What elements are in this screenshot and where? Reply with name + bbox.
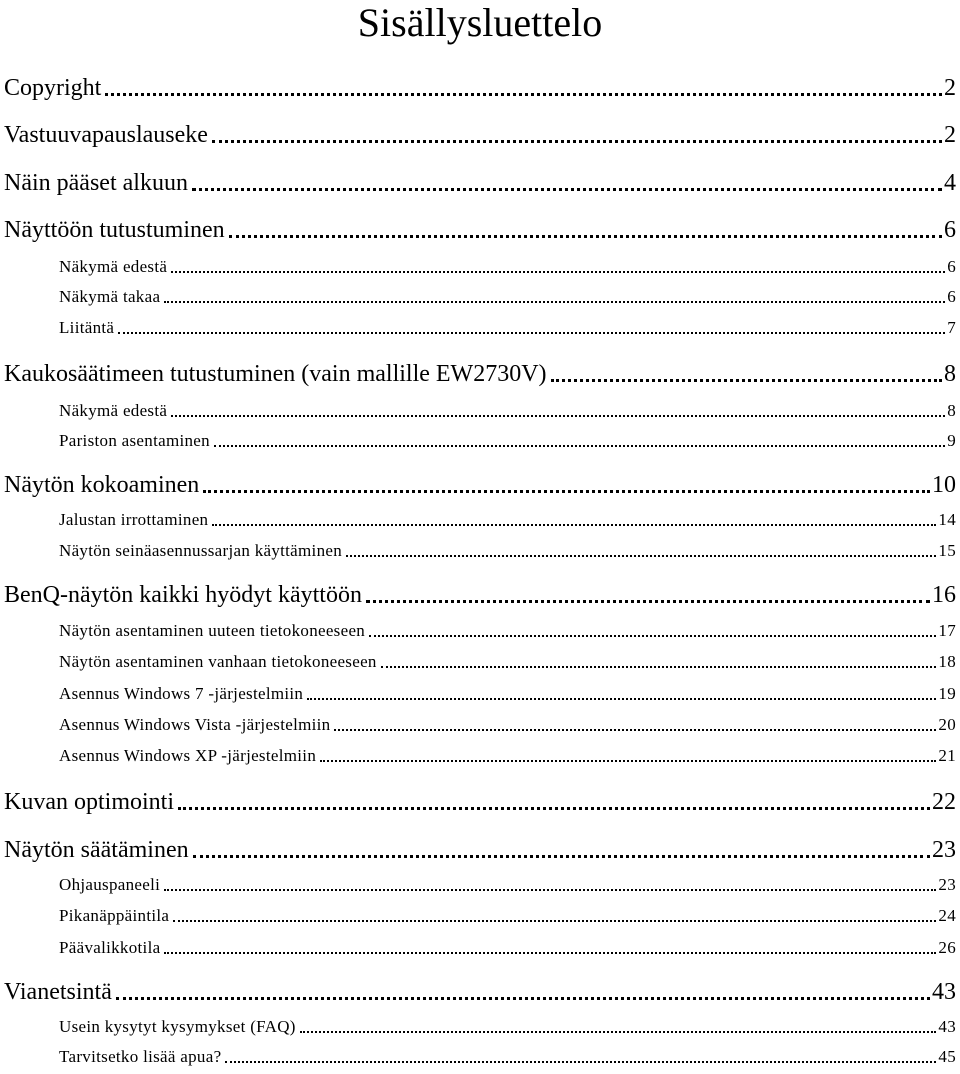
toc-entry[interactable] [4, 580, 956, 610]
toc-entry-label: Näytön säätäminen [4, 837, 189, 863]
toc-page-number: 23 [932, 837, 956, 863]
toc-entry-label: Ohjauspaneeli [59, 875, 161, 894]
toc-entry[interactable] [59, 317, 956, 339]
toc-entry-label: Kaukosäätimeen tutustuminen (vain mallille EW2730V) [4, 361, 547, 387]
toc-entry[interactable] [59, 286, 956, 308]
toc-entry[interactable] [59, 620, 956, 642]
toc-page-number: 21 [938, 746, 956, 765]
toc-page-number: 6 [947, 257, 956, 276]
toc-entry-label: Näin pääset alkuun [4, 170, 188, 196]
toc-entry-label: Asennus Windows XP -järjestelmiin [59, 746, 317, 765]
toc-entry[interactable] [59, 714, 956, 736]
toc-entry-label: Pariston asentaminen [59, 431, 210, 450]
toc-entry[interactable] [59, 745, 956, 767]
toc-entry-label: Kuvan optimointi [4, 789, 174, 815]
toc-page-number: 6 [947, 287, 956, 306]
toc-entry-label: Näyttöön tutustuminen [4, 217, 225, 243]
toc-page-number: 6 [944, 217, 956, 243]
toc-entry-label: Pikanäppäintila [59, 906, 170, 925]
toc-page-number: 18 [938, 652, 956, 671]
toc-page-number: 20 [938, 715, 956, 734]
toc-entry[interactable] [59, 509, 956, 531]
page-title: Sisällysluettelo [357, 0, 603, 45]
toc-page-number: 2 [944, 75, 956, 101]
toc-entry-label: Näkymä edestä [59, 401, 168, 420]
toc-entry[interactable] [59, 905, 956, 927]
toc-entry[interactable] [59, 430, 956, 452]
toc-entry[interactable] [4, 977, 956, 1007]
toc-entry[interactable] [59, 874, 956, 896]
toc-dot-leader [116, 977, 930, 1007]
toc-dot-leader [178, 787, 930, 817]
toc-entry-label: Näkymä takaa [59, 287, 161, 306]
toc-entry[interactable] [59, 1046, 956, 1068]
toc-page-number: 16 [932, 582, 956, 608]
toc-dot-leader [214, 430, 945, 452]
toc-dot-leader [171, 256, 945, 278]
toc-page-number: 9 [947, 431, 956, 450]
toc-entry[interactable] [59, 683, 956, 705]
toc-dot-leader [212, 120, 942, 150]
toc-dot-leader [366, 580, 930, 610]
toc-dot-leader [173, 905, 936, 927]
toc-dot-leader [369, 620, 936, 642]
toc-entry[interactable] [59, 540, 956, 562]
toc-dot-leader [192, 168, 942, 198]
toc-entry-label: Vianetsintä [4, 979, 112, 1005]
toc-page-number: 45 [938, 1047, 956, 1066]
toc-entry-label: Vastuuvapauslauseke [4, 122, 208, 148]
toc-page-number: 17 [938, 621, 956, 640]
toc-entry-label: Päävalikkotila [59, 938, 161, 957]
toc-entry-label: Näytön kokoaminen [4, 472, 200, 498]
toc-page-number: 22 [932, 789, 956, 815]
toc-dot-leader [164, 874, 936, 896]
toc-dot-leader [171, 400, 945, 422]
toc-entry[interactable] [59, 400, 956, 422]
toc-dot-leader [105, 73, 942, 103]
toc-dot-leader [225, 1046, 936, 1068]
toc-page-number: 8 [947, 401, 956, 420]
toc-entry-label: Näytön asentaminen vanhaan tietokoneeseen [59, 652, 377, 671]
toc-dot-leader [212, 509, 936, 531]
toc-dot-leader [551, 359, 942, 389]
toc-entry[interactable] [4, 787, 956, 817]
toc-entry-label: Jalustan irrottaminen [59, 510, 209, 529]
toc-entry[interactable] [4, 215, 956, 245]
toc-page-number: 26 [938, 938, 956, 957]
toc-entry-label: Usein kysytyt kysymykset (FAQ) [59, 1017, 296, 1036]
toc-page-number: 15 [938, 541, 956, 560]
toc-entry[interactable] [59, 1016, 956, 1038]
toc-page-number: 10 [932, 472, 956, 498]
toc-dot-leader [346, 540, 936, 562]
toc-entry[interactable] [59, 937, 956, 959]
toc-page-number: 23 [938, 875, 956, 894]
toc-entry[interactable] [59, 651, 956, 673]
toc-entry-label: Näkymä edestä [59, 257, 168, 276]
toc-entry[interactable] [4, 470, 956, 500]
toc-page-number: 2 [944, 122, 956, 148]
toc-entry[interactable] [4, 359, 956, 389]
toc-dot-leader [381, 651, 937, 673]
toc-entry-label: BenQ-näytön kaikki hyödyt käyttöön [4, 582, 362, 608]
toc-entry-label: Asennus Windows Vista -järjestelmiin [59, 715, 331, 734]
toc-dot-leader [229, 215, 942, 245]
toc-page-number: 7 [947, 318, 956, 337]
toc-dot-leader [193, 835, 930, 865]
toc-page-number: 24 [938, 906, 956, 925]
toc-page-number: 19 [938, 684, 956, 703]
toc-entry-label: Copyright [4, 75, 102, 101]
toc-page-number: 4 [944, 170, 956, 196]
toc-entry-label: Liitäntä [59, 318, 115, 337]
toc-dot-leader [320, 745, 936, 767]
toc-entry[interactable] [4, 835, 956, 865]
toc-dot-leader [164, 286, 945, 308]
toc-dot-leader [307, 683, 936, 705]
toc-entry[interactable] [4, 120, 956, 150]
toc-dot-leader [118, 317, 945, 339]
toc-dot-leader [203, 470, 930, 500]
toc-entry[interactable] [4, 168, 956, 198]
toc-page-number: 43 [938, 1017, 956, 1036]
toc-page-number: 43 [932, 979, 956, 1005]
toc-page-number: 14 [938, 510, 956, 529]
toc-page-number: 8 [944, 361, 956, 387]
toc-entry-label: Näytön asentaminen uuteen tietokoneeseen [59, 621, 366, 640]
toc-entry[interactable] [4, 73, 956, 103]
toc-dot-leader [164, 937, 936, 959]
toc-entry-label: Asennus Windows 7 -järjestelmiin [59, 684, 304, 703]
toc-entry[interactable] [59, 256, 956, 278]
toc-entry-label: Näytön seinäasennussarjan käyttäminen [59, 541, 343, 560]
toc-dot-leader [334, 714, 936, 736]
toc-entry-label: Tarvitsetko lisää apua? [59, 1047, 222, 1066]
toc-dot-leader [300, 1016, 937, 1038]
